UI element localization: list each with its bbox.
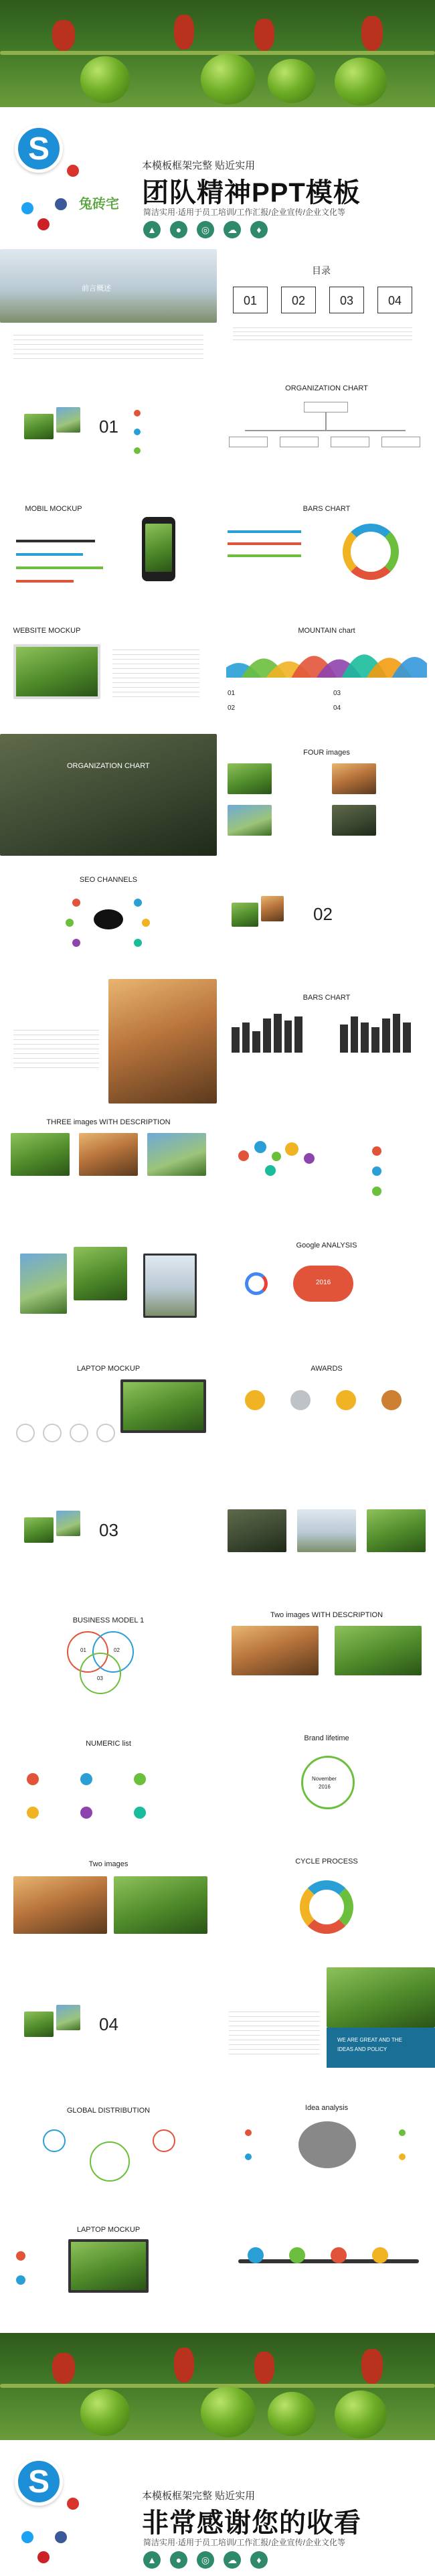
gallery-photo [13,1876,107,1934]
gallery-photo [332,763,376,794]
section-photo [261,896,284,921]
laptop-screen [120,1379,206,1433]
bar [263,1018,271,1053]
slide-title: Google ANALYSIS [296,1241,357,1249]
mountain-item: 03 [333,690,341,697]
slide-title: Two images [88,1860,128,1868]
twitter-icon[interactable] [21,202,33,214]
phone-mockup [142,517,175,581]
section-photo [56,2005,80,2030]
end-photo [0,2333,435,2440]
gallery-photo [335,1626,422,1675]
bullet-icon [372,1146,381,1156]
berry [201,2386,256,2437]
slide-business-model [0,1596,217,1720]
bubble-icon [265,1165,276,1176]
google-icon [245,1272,268,1295]
bullet-icon [134,410,141,416]
bullet-icon [372,1187,381,1196]
gallery-photo [114,1876,207,1934]
venn-label: 01 [80,1647,86,1653]
slide-title: ORGANIZATION CHART [67,762,150,770]
slide-org-chart-photo [0,734,217,856]
stat-ring [70,1424,88,1442]
stat-ring [90,2141,130,2182]
slide-title: SEO CHANNELS [79,876,138,884]
ant [52,20,75,51]
slide-title: ORGANIZATION CHART [285,384,368,392]
slide-title: THREE images WITH DESCRIPTION [46,1118,171,1126]
bar [361,1022,369,1053]
slide-section-01 [0,370,217,490]
bubble-icon [254,1141,266,1153]
berry [268,2392,316,2436]
berry [335,58,387,106]
org-node [280,437,319,447]
berry [335,2391,387,2439]
list-icon [134,1773,146,1785]
stem [0,2384,435,2388]
org-node [304,402,348,412]
gallery-photo [367,1509,426,1552]
cover-photo [0,0,435,107]
section-photo [56,1511,80,1536]
ant [52,2353,75,2384]
brain-icon [298,2121,356,2168]
progress-bar [16,580,74,583]
bar [252,1031,260,1053]
bar [242,1022,250,1053]
banner-photo [327,1967,435,2028]
milestone-icon [372,2247,388,2263]
trophy-icon [290,1390,311,1410]
collage-photo [20,1254,67,1314]
bar [284,1020,292,1053]
lifetime-ring [301,1756,355,1809]
stat-ring [43,1424,62,1442]
google-year: 2016 [316,1279,331,1286]
slide-cycle-process [218,1843,435,1967]
cover-tagline: 本模板框架完整 贴近实用 [142,160,256,171]
slide-title: BARS CHART [302,994,351,1002]
slide-bars-chart-2 [218,979,435,1104]
bullet-icon [134,429,141,435]
cover-slide [0,0,435,249]
bubble-icon [285,1142,298,1156]
website-screenshot [13,644,100,699]
section-photo [24,2012,54,2037]
stat-ring [153,2129,175,2152]
slide-title: Two images WITH DESCRIPTION [270,1611,383,1619]
bar [294,1016,302,1053]
slide-photo-collage [0,1227,217,1350]
trophy-icon [245,1390,265,1410]
seo-icon [66,919,74,927]
section-photo [56,407,80,433]
slide-global-distribution [0,2089,217,2211]
slide-seo-channels [0,856,217,979]
list-icon [27,1807,39,1819]
phone-screen [145,524,172,572]
slide-title: BUSINESS MODEL 1 [72,1616,145,1624]
website-text [112,646,199,699]
list-icon [80,1773,92,1785]
gallery-photo [228,763,272,794]
slide-title: LAPTOP MOCKUP [76,1365,141,1373]
milestone-icon [331,2247,347,2263]
list-icon [134,1807,146,1819]
tablet-mockup [143,1254,197,1318]
slide-title: FOUR images [303,749,350,757]
toc-item-04[interactable]: 04 [377,287,412,313]
chart-icon: ▲ [143,2551,161,2569]
collage-photo [74,1247,127,1300]
org-connector [325,412,327,430]
cover-title: 团队精神PPT模板 [142,178,361,208]
section-number: 04 [99,2014,118,2034]
slide-three-images [0,1104,217,1227]
slide-ant-log [0,979,217,1104]
org-node [331,437,369,447]
berry [268,59,316,103]
seo-icon [142,919,150,927]
slide-google-analysis [218,1227,435,1350]
progress-bar [16,566,103,569]
org-node [229,437,268,447]
progress-bar [16,540,95,542]
berry [80,2389,130,2436]
gallery-photo [11,1133,70,1176]
ant [254,19,274,51]
bullet-icon [245,2129,252,2136]
ant-photo [108,979,217,1104]
slide-awards [218,1350,435,1472]
slide-four-images [218,734,435,856]
trophy-icon [336,1390,356,1410]
slide-title: CYCLE PROCESS [295,1858,358,1866]
slide-idea-analysis [218,2089,435,2211]
end-subtitle: 简洁实用·适用于员工培训/工作汇报/企业宣传/企业文化等 [143,2538,346,2547]
section-number: 01 [99,416,118,437]
gallery-photo [332,805,376,836]
lifetime-month: November [312,1776,337,1782]
roadmap-line [238,2259,419,2263]
pie-icon: ● [170,2551,187,2569]
bar [274,1014,282,1053]
slide-laptop-mockup [0,1350,217,1472]
slide-numeric-list [0,1720,217,1843]
bullet-icon [399,2153,406,2160]
list-icon [27,1773,39,1785]
slide-section-04 [0,1967,217,2089]
slide-web-banner [218,1967,435,2089]
gallery-photo [228,805,272,836]
bar [382,1018,390,1053]
cloud-icon: ☁ [224,2551,241,2569]
bar [232,1027,240,1053]
laptop-screen [68,2239,149,2293]
slide-title: AWARDS [311,1365,343,1373]
slide-title: Brand lifetime [304,1734,349,1742]
cloud-icon: ☁ [224,221,241,238]
end-title: 非常感谢您的收看 [142,2508,361,2538]
google-plus-icon[interactable] [37,218,50,230]
ant [174,15,194,50]
pinterest-icon[interactable] [67,2498,79,2510]
bullet-icon [16,2275,25,2285]
mountain-item: 01 [228,690,236,697]
milestone-icon [289,2247,305,2263]
slide-two-images-2 [0,1843,217,1967]
org-connector [245,430,406,431]
bubble-icon [238,1150,249,1161]
stat-ring [16,1424,35,1442]
berry [201,54,256,104]
bullet-icon [16,2251,25,2261]
section-photo [24,414,54,439]
venn-circle [80,1653,121,1694]
org-node [381,437,420,447]
berry [80,56,130,103]
slide-title: MOUNTAIN chart [298,627,355,635]
target-icon: ◎ [197,2551,214,2569]
gallery-photo [79,1133,138,1176]
gallery-photo [297,1509,356,1552]
people-icon: ♦ [250,221,268,238]
gallery-photo [232,1626,319,1675]
slide-social-bubbles [218,1104,435,1227]
bullet-icon [245,2153,252,2160]
slide-org-chart [218,370,435,490]
bar [340,1025,348,1053]
toc-title: 目录 [312,265,331,276]
banner-line: IDEAS AND POLICY [337,2046,387,2052]
slide-contents [218,249,435,370]
milestone-icon [248,2247,264,2263]
slide-title: Idea analysis [304,2104,349,2112]
cycle-ring [343,524,399,580]
ant [361,2349,383,2384]
slide-section-02 [218,856,435,979]
preface-title: 前言概述 [82,285,111,293]
bubble-icon [272,1152,281,1161]
banner-text [229,2007,320,2056]
stat-ring [43,2129,66,2152]
seo-icon [134,939,142,947]
bar-chart-a [230,1010,304,1053]
slide-title: WEBSITE MOCKUP [13,627,81,635]
section-photo [232,903,258,927]
end-slide [0,2333,435,2576]
ant [361,16,383,51]
bullet-icon [399,2129,406,2136]
toc-descriptions [233,324,412,340]
slide-title: LAPTOP MOCKUP [76,2226,141,2234]
bar [403,1022,411,1053]
pinterest-icon[interactable] [67,165,79,177]
brand-logo: 兔砖宅 [79,197,119,212]
target-icon: ◎ [197,221,214,238]
slide-mobil-mockup [0,490,217,612]
slide-preface [0,249,217,370]
venn-label: 02 [114,1647,120,1653]
banner-line: WE ARE GREAT AND THE [337,2037,402,2043]
ant [254,2352,274,2384]
people-icon: ♦ [250,2551,268,2569]
slide-mountain-chart [218,612,435,734]
seo-icon [72,899,80,907]
end-tagline: 本模板框架完整 贴近实用 [142,2490,256,2502]
cycle-ring [300,1880,353,1934]
bar [393,1014,401,1053]
bar-line [228,530,301,533]
preface-text [13,331,203,363]
slide-title: BARS CHART [302,505,351,513]
slide-brand-lifetime [218,1720,435,1843]
chart-icon: ▲ [143,221,161,238]
google-plus-icon[interactable] [37,2551,50,2563]
trophy-icon [381,1390,402,1410]
slide-title: MOBIL MOCKUP [25,505,82,513]
bar-chart-b [339,1010,412,1053]
slide-title: NUMERIC list [86,1740,131,1748]
lifetime-year: 2016 [319,1784,331,1790]
slide-bars-chart [218,490,435,612]
skype-logo-icon: S [15,125,63,173]
twitter-icon[interactable] [21,2531,33,2543]
cloud-icon [94,909,123,929]
mountain-chart [226,637,427,678]
slide-website-mockup [0,612,217,734]
list-icon [80,1807,92,1819]
mountain-item: 02 [228,704,236,712]
slide-two-images [218,1596,435,1720]
progress-bar [16,553,83,556]
cover-subtitle: 简洁实用·适用于员工培训/工作汇报/企业宣传/企业文化等 [143,208,346,217]
org-photo [0,734,217,856]
slide-three-photos [218,1472,435,1596]
toc-item-02[interactable]: 02 [281,287,316,313]
bar [351,1016,359,1053]
skype-logo-icon: S [15,2457,63,2506]
stat-ring [96,1424,115,1442]
slide-roadmap [218,2211,435,2333]
seo-icon [72,939,80,947]
facebook-icon[interactable] [55,2531,67,2543]
section-number: 03 [99,1520,118,1540]
bullet-icon [134,447,141,454]
ant [174,2348,194,2382]
section-photo [24,1517,54,1543]
gallery-photo [228,1509,286,1552]
bullet-icon [372,1166,381,1176]
description-text [13,1026,99,1069]
gallery-photo [147,1133,206,1176]
bar-line [228,542,301,545]
stem [0,51,435,55]
bar-line [228,554,301,557]
toc-item-01[interactable]: 01 [233,287,268,313]
bubble-icon [304,1153,315,1164]
mountain-item: 04 [333,704,341,712]
section-number: 02 [313,904,333,924]
slide-title: GLOBAL DISTRIBUTION [66,2107,151,2115]
bar [371,1027,379,1053]
seo-icon [134,899,142,907]
pie-icon: ● [170,221,187,238]
slide-laptop-mockup-2 [0,2211,217,2333]
slide-section-03 [0,1472,217,1596]
venn-label: 03 [97,1675,103,1681]
toc-item-03[interactable]: 03 [329,287,364,313]
facebook-icon[interactable] [55,198,67,210]
